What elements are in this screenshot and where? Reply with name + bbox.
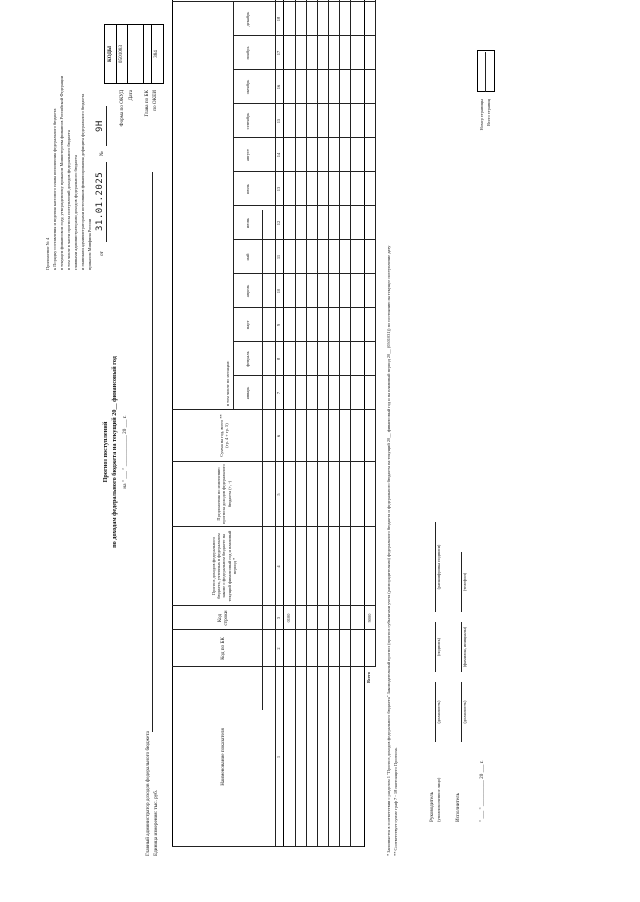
month-header: июль xyxy=(244,184,250,194)
col-number: 14 xyxy=(276,152,282,158)
appendix-line: приказом Минфина России xyxy=(87,218,92,270)
col-number: 9 xyxy=(276,323,282,327)
code-okei: 384 xyxy=(153,50,159,58)
form-title: Прогноз поступлений xyxy=(102,421,109,483)
col-number: 18 xyxy=(276,16,282,22)
codes-box xyxy=(104,24,164,84)
row-code-cell: 0100 xyxy=(286,613,292,623)
month-header: январь xyxy=(244,386,250,400)
col-number: 6 xyxy=(276,434,282,438)
codes-label-date: Дата xyxy=(128,90,134,101)
col-header-row-code: Код строки xyxy=(216,610,229,626)
col-header-forecast: Прогноз доходов федерального бюджета, учтенных в федеральном законе о федеральном бюджете на текущий финансовый год и плановый период * xyxy=(211,530,237,602)
month-header: сентябрь xyxy=(244,112,250,130)
month-header: август xyxy=(244,149,250,161)
footnote-2: ** Соответствует сумме граф 7 - 18 настоящего Прогноза. xyxy=(393,747,398,856)
executor-label: Исполнитель xyxy=(455,792,461,822)
appendix-line: главными администраторами доходов федерального бюджета xyxy=(73,155,78,270)
stamp-date: 31.01.2025 xyxy=(95,171,105,231)
appendix-line: и главными администраторами источников финансирования дефицита федерального бюджета xyxy=(80,93,85,270)
head-position-caption: (должность) xyxy=(436,700,441,724)
code-okud: 0501083 xyxy=(118,44,124,64)
col-header-proposal: Предложения по изменению прогноза доходов федерального бюджета (+, -) xyxy=(216,464,232,524)
col-number: 2 xyxy=(276,647,282,650)
col-number: 5 xyxy=(276,493,282,496)
total-pages-label: Всего страниц xyxy=(486,99,491,126)
stamp-number: 9Н xyxy=(95,120,105,132)
col-number: 13 xyxy=(276,186,282,192)
col-header-name: Наименование показателя xyxy=(219,728,226,786)
col-number: 1 xyxy=(276,755,282,759)
executor-phone-caption: (телефон) xyxy=(462,572,467,592)
col-number: 17 xyxy=(276,50,282,56)
form-date-line: на " ___ " ____________ 20 ___ г. xyxy=(122,415,128,489)
page-number-label: Номер страницы xyxy=(479,99,484,131)
executor-fio-caption: (фамилия, инициалы) xyxy=(462,626,467,668)
appendix-line: в текущем финансовом году, утвержденному приказом Министерства финансов Российской Федерации xyxy=(59,75,64,270)
page-number-field[interactable] xyxy=(477,50,495,92)
appendix-line: в том числе в части прогноза поступлений доходов федерального бюджета xyxy=(66,130,71,270)
month-header: май xyxy=(244,253,250,261)
head-sublabel: (уполномоченное лицо) xyxy=(436,777,441,822)
stamp-number-prefix: № xyxy=(99,151,105,156)
col-number: 12 xyxy=(276,220,282,226)
month-header: октябрь xyxy=(244,79,250,95)
total-label: Всего xyxy=(366,672,371,683)
month-header: июнь xyxy=(244,218,250,228)
col-number: 3 xyxy=(276,616,282,620)
col-number: 8 xyxy=(276,357,282,361)
footnote-1: * Заполняется в соответствии с разделом 1 "Прогноз доходов федерального бюджета" Законодательный прогноз (прогноз субъектами учета (распорядителями) федерального бюджета и федерального бюджета на текущий 20__ финансовый год и на плановый период 20__ (0501031)) по состоянию на текущее поступление дату xyxy=(386,245,391,856)
month-header: ноябрь xyxy=(244,46,250,60)
unit-label: Единица измерения: тыс. руб. xyxy=(153,789,159,856)
total-row-code: 9000 xyxy=(366,613,372,623)
codes-header: КОДЫ xyxy=(107,45,113,63)
executor-position-caption: (должность) xyxy=(462,700,467,724)
head-label: Руководитель xyxy=(429,791,435,822)
head-signature-caption: (подпись) xyxy=(436,637,441,657)
form-subtitle: по доходам федерального бюджета на текущий 20__ финансовый год xyxy=(111,356,118,548)
col-number: 7 xyxy=(276,391,282,395)
col-number: 10 xyxy=(276,288,282,294)
col-number: 15 xyxy=(276,118,282,124)
signature-date-line: " ___ " __________ 20 ___ г. xyxy=(479,760,485,822)
month-header: декабрь xyxy=(244,11,250,27)
month-header: март xyxy=(244,320,250,330)
codes-label-glava: Глава по БК xyxy=(144,90,150,117)
head-decoding-caption: (расшифровка подписи) xyxy=(436,544,441,590)
month-header: февраль xyxy=(244,351,250,367)
col-number: 16 xyxy=(276,84,282,90)
appendix-line: к Порядку составления и ведения кассового плана исполнения федерального бюджета xyxy=(52,108,57,270)
stamp-prefix: от xyxy=(99,251,105,256)
admin-label: Главный администратор доходов федерального бюджета xyxy=(145,731,151,856)
col-header-sum: Сумма на год, всего ** (гр. 4 + гр. 5) xyxy=(218,414,229,457)
col-number: 4 xyxy=(276,565,282,568)
col-header-by-month: в том числе по месяцам: xyxy=(225,360,230,406)
codes-label-okud: Форма по ОКУД xyxy=(119,90,125,127)
col-header-kbk: Код по БК xyxy=(219,637,226,660)
month-header: апрель xyxy=(244,284,250,298)
appendix-number: Приложение № 4 xyxy=(45,237,50,270)
codes-label-okei: по ОКЕИ xyxy=(152,90,158,111)
col-number: 11 xyxy=(276,254,282,260)
